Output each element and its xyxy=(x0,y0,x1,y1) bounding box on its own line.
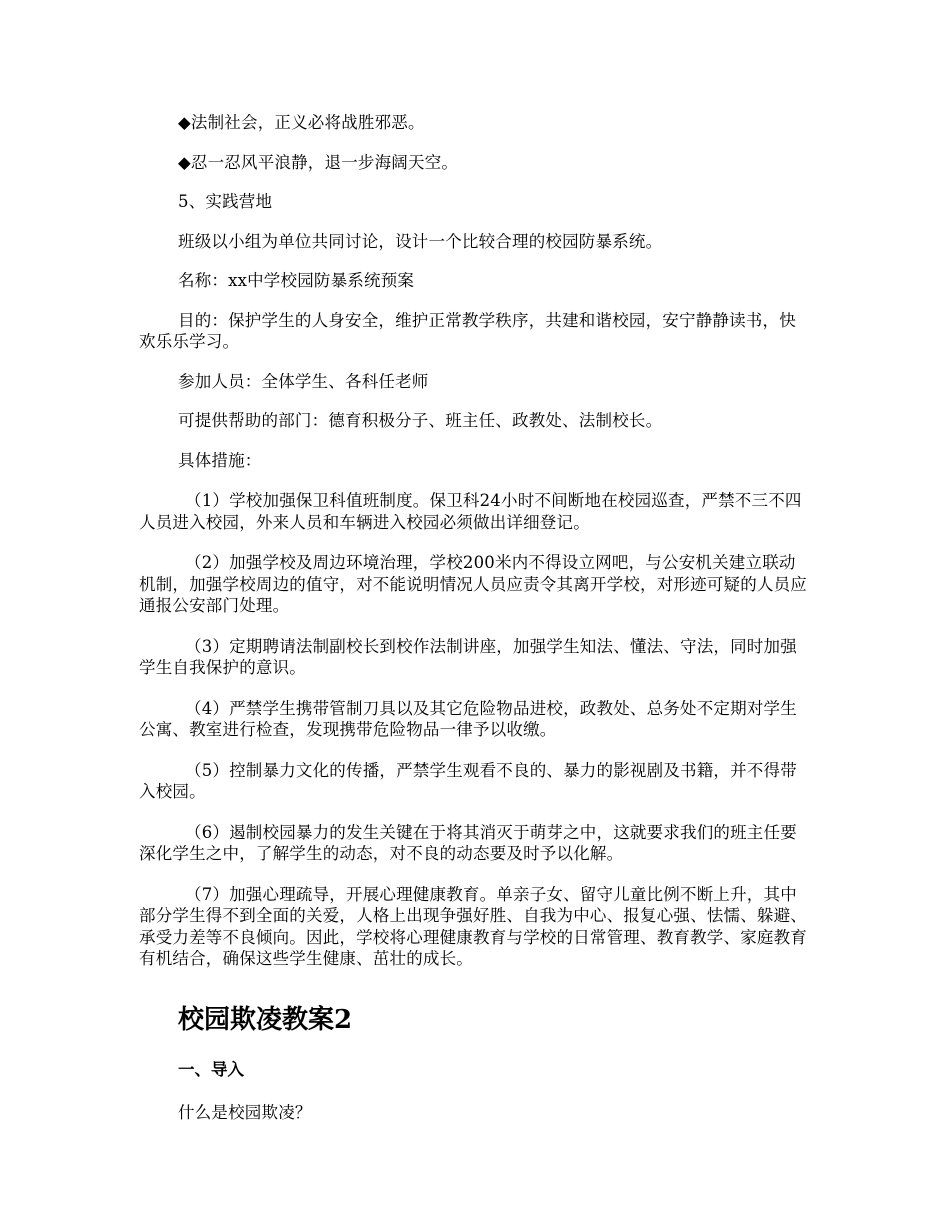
plan-purpose: 目的：保护学生的人身安全，维护正常教学秩序，共建和谐校园，安宁静静读书，快欢乐乐学习。 xyxy=(139,310,796,351)
measure-item-7: （7）加强心理疏导，开展心理健康教育。单亲子女、留守儿童比例不断上升，其中部分学生得不到全面的关爱，人格上出现争强好胜、自我为中心、报复心强、怯懦、躲避、承受力差等不良倾向。因此，学校将心理健康教育与学校的日常管理、教育教学、家庭教育有机结合，确保这些学生健康、茁壮的成长。 xyxy=(139,884,807,968)
plan-departments: 可提供帮助的部门：德育积极分子、班主任、政教处、法制校长。 xyxy=(178,411,663,430)
measure-item-4: （4）严禁学生携带管制刀具以及其它危险物品进校，政教处、总务处不定期对学生公寓、教室进行检查，发现携带危险物品一律予以收缴。 xyxy=(139,698,797,739)
intro-paragraph: 班级以小组为单位共同讨论，设计一个比较合理的校园防暴系统。 xyxy=(178,231,663,251)
plan-participants: 参加人员：全体学生、各科任老师 xyxy=(178,371,429,391)
lesson-plan-heading: 校园欺凌教案2 xyxy=(178,1004,353,1035)
measure-item-2: （2）加强学校及周边环境治理，学校200米内不得设立网吧，与公安机关建立联动机制，加强学校周边的值守，对不能说明情况人员应责令其离开学校，对形迹可疑的人员应通报公安部门处理。 xyxy=(139,553,807,615)
measure-item-6: （6）遏制校园暴力的发生关键在于将其消灭于萌芽之中，这就要求我们的班主任要深化学生之中，了解学生的动态，对不良的动态要及时予以化解。 xyxy=(139,822,797,863)
intro-question: 什么是校园欺凌？ xyxy=(178,1102,312,1122)
section-intro-heading: 一、导入 xyxy=(178,1059,244,1079)
bullet-line-2: ◆忍一忍风平浪静，退一步海阔天空。 xyxy=(178,152,459,172)
plan-name: 名称：xx中学校园防暴系统预案 xyxy=(178,271,415,290)
section-5-title: 5、实践营地 xyxy=(178,192,273,211)
measure-item-3: （3）定期聘请法制副校长到校作法制讲座，加强学生知法、懂法、守法，同时加强学生自我保护的意识。 xyxy=(139,636,797,677)
measure-item-5: （5）控制暴力文化的传播，严禁学生观看不良的、暴力的影视剧及书籍，并不得带入校园。 xyxy=(139,760,797,801)
bullet-line-1: ◆法制社会，正义必将战胜邪恶。 xyxy=(178,113,425,132)
measures-title: 具体措施： xyxy=(178,450,262,470)
measure-item-1: （1）学校加强保卫科值班制度。保卫科24小时不间断地在校园巡查，严禁不三不四人员进入校园，外来人员和车辆进入校园必须做出详细登记。 xyxy=(139,491,802,532)
document-body xyxy=(139,112,811,1123)
